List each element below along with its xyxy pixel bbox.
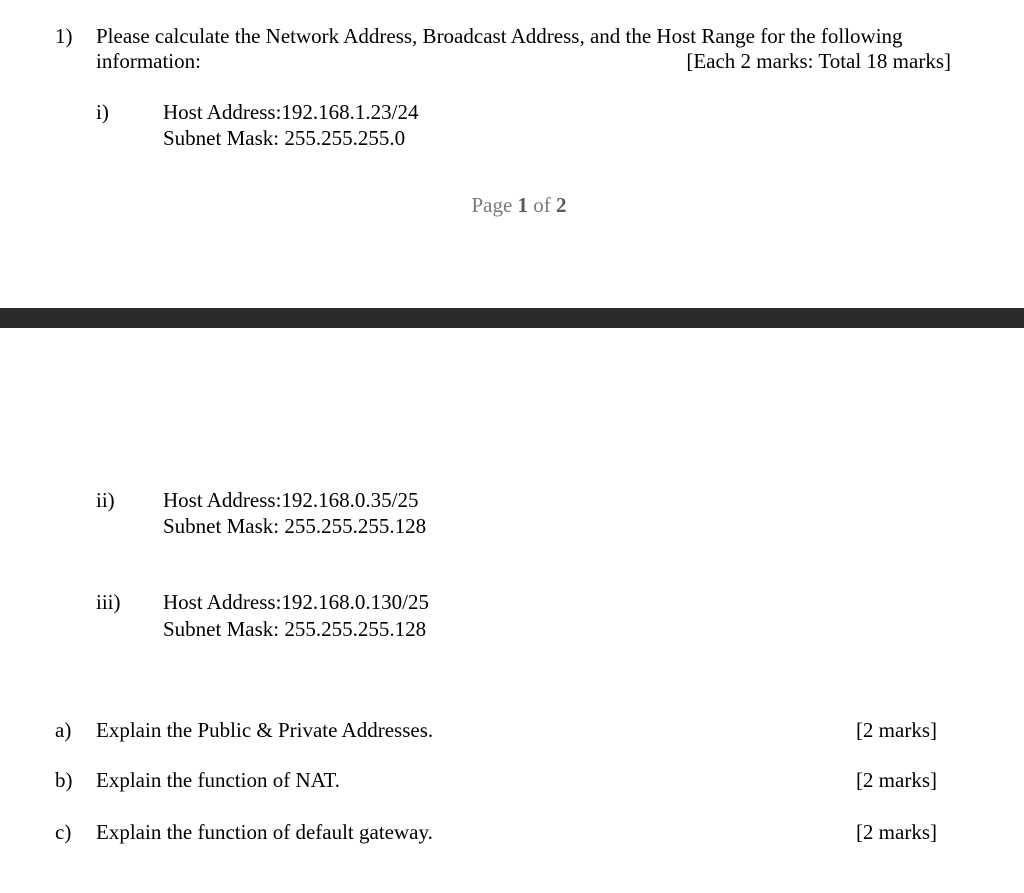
subitem-label: ii) [96, 488, 115, 512]
page-1 [0, 0, 1024, 308]
question-text-line1: Please calculate the Network Address, Broadcast Address, and the Host Range for the following [96, 24, 903, 48]
footer-of: of [528, 193, 557, 217]
question-number: 1) [55, 24, 73, 48]
page-divider [0, 308, 1024, 328]
host-address: Host Address:192.168.0.35/25 [163, 488, 419, 512]
question-text: Explain the function of default gateway. [96, 820, 433, 844]
page-footer [0, 193, 1024, 218]
subitem-label: iii) [96, 590, 121, 614]
host-address: Host Address:192.168.1.23/24 [163, 100, 419, 124]
footer-total-pages: 2 [556, 193, 567, 217]
question-marks: [2 marks] [855, 820, 937, 844]
question-text: Explain the Public & Private Addresses. [96, 718, 434, 742]
question-marks: [2 marks] [855, 718, 937, 742]
subnet-mask: Subnet Mask: 255.255.255.128 [163, 617, 427, 641]
subitem-label: i) [96, 100, 109, 124]
host-address: Host Address:192.168.0.130/25 [163, 590, 430, 614]
footer-current-page: 1 [517, 193, 529, 217]
question-label: a) [55, 718, 72, 742]
subnet-mask: Subnet Mask: 255.255.255.0 [163, 126, 406, 150]
page-2 [0, 328, 1024, 893]
footer-prefix: Page [471, 193, 518, 217]
question-marks: [Each 2 marks: Total 18 marks] [686, 49, 951, 73]
question-label: b) [55, 768, 73, 792]
question-text: Explain the function of NAT. [96, 768, 340, 792]
subnet-mask: Subnet Mask: 255.255.255.128 [163, 514, 427, 538]
question-label: c) [55, 820, 72, 844]
question-text-line2: information: [96, 49, 201, 73]
question-marks: [2 marks] [855, 768, 937, 792]
